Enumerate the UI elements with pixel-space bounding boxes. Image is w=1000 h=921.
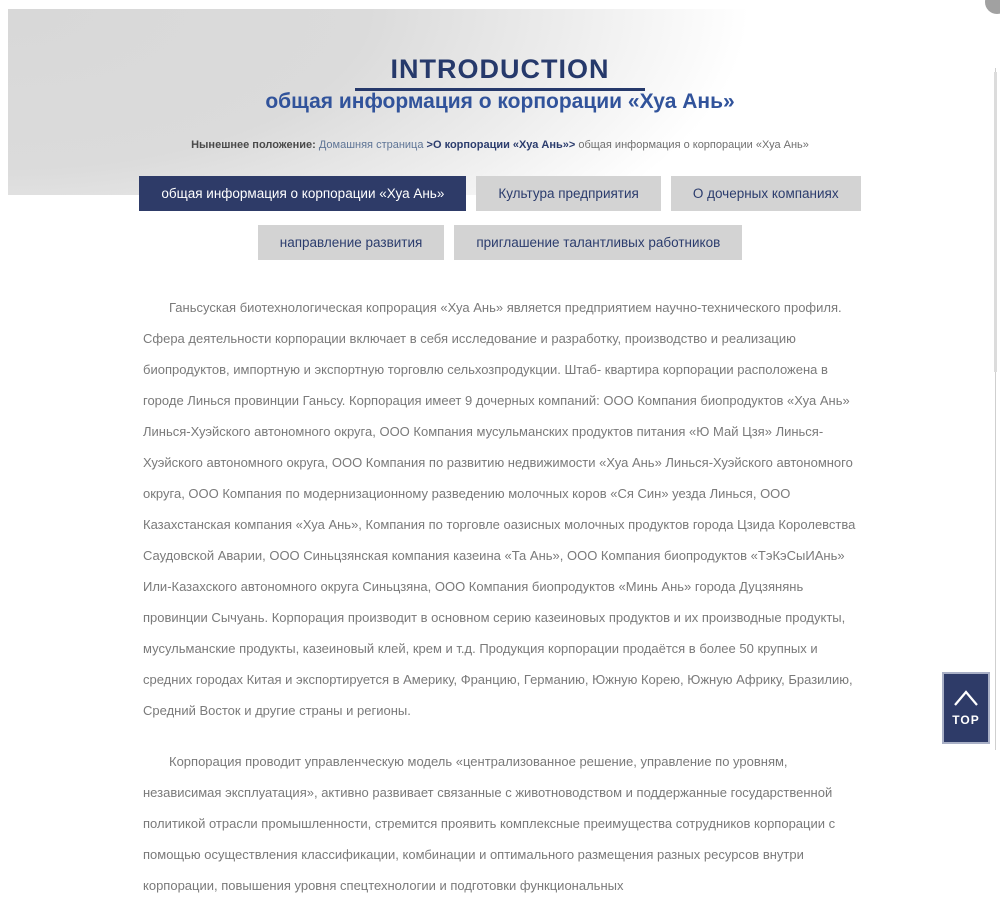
breadcrumb: [0, 139, 1000, 151]
tab-enterprise-culture[interactable]: Культура предприятия: [476, 176, 660, 211]
page-title-text: INTRODUCTION: [355, 54, 646, 91]
tab-general-info[interactable]: общая информация о корпорации «Хуа Ань»: [139, 176, 466, 211]
article-paragraph-1: Ганьсуская биотехнологическая копрорация «Хуа Ань» является предприятием научно-технического профиля. Сфера деятельности корпорации включает в себя исследование и разработку, производство и реализацию биопродуктов, импортную и экспортную торговлю сельхозпродукции. Штаб- квартира корпорации расположена в городе Линься провинции Ганьсу. Корпорация имеет 9 дочерных компаний: ООО Компания биопродуктов «Хуа Ань» Линься-Хуэйского автономного округа, ООО Компания мусульманских продуктов питания «Ю Май Цзя» Линься-Хуэйского автономного округа, ООО Компания по развитию недвижимости «Хуа Ань» Линься-Хуэйского автономного округа, ООО Компания по модернизационному разведению молочных коров «Ся Син» уезда Линься, ООО Казахстанская компания «Хуа Ань», Компания по торговле оазисных молочных продуктов города Цзида Королевства Саудовской Аварии, ООО Синьцзянская компания казеина «Та Ань», ООО Компания биопродуктов «ТэКэСыИАнь» Или-Казахского автономного округа Синьцзяна, ООО Компания биопродуктов «Минь Ань» города Дуцзянянь провинции Сычуань. Корпорация производит в основном серию казеиновых продуктов и их производные продукты, мусульманские продукты, казеиновый клей, крем и т.д. Продукция корпорации продаётся в более 50 крупных и средних городах Китая и экспортируется в Америку, Францию, Германию, Южную Корею, Южную Африку, Бразилию, Средний Восток и другие страны и регионы.: [143, 300, 856, 718]
back-to-top-label: TOP: [952, 713, 980, 727]
breadcrumb-link-section[interactable]: >О корпорации «Хуа Ань»>: [426, 139, 576, 151]
breadcrumb-current: общая информация о корпорации «Хуа Ань»: [575, 139, 809, 151]
tab-development-direction[interactable]: направление развития: [258, 225, 445, 260]
article-body: [143, 292, 859, 921]
page-subtitle: общая информация о корпорации «Хуа Ань»: [265, 90, 735, 113]
article-paragraph-2: Корпорация проводит управленческую модель «централизованное решение, управление по уровням, независимая эксплуатация», активно развивает связанные с животноводством и поддержанные государственной политикой отрасли промышленности, стремится проявить комплексные преимущества сотрудников корпорации с помощью осуществления классификации, комбинации и оптимального размещения разных ресурсов внутри корпорации, повышения уровня спецтехнологии и подготовки функциональных: [143, 754, 836, 893]
chevron-up-icon: [952, 689, 980, 707]
tab-talent-invitation[interactable]: приглашение талантливых работников: [454, 225, 742, 260]
breadcrumb-link-home[interactable]: Домашняя страница: [318, 139, 427, 151]
tab-navigation: [0, 176, 1000, 260]
page-title: [0, 54, 1000, 91]
tab-row-2: [258, 225, 743, 260]
tab-row-1: [139, 176, 860, 211]
tab-subsidiaries[interactable]: О дочерных компаниях: [671, 176, 861, 211]
back-to-top-button[interactable]: [942, 672, 990, 744]
breadcrumb-label: Нынешнее положение:: [191, 139, 319, 151]
